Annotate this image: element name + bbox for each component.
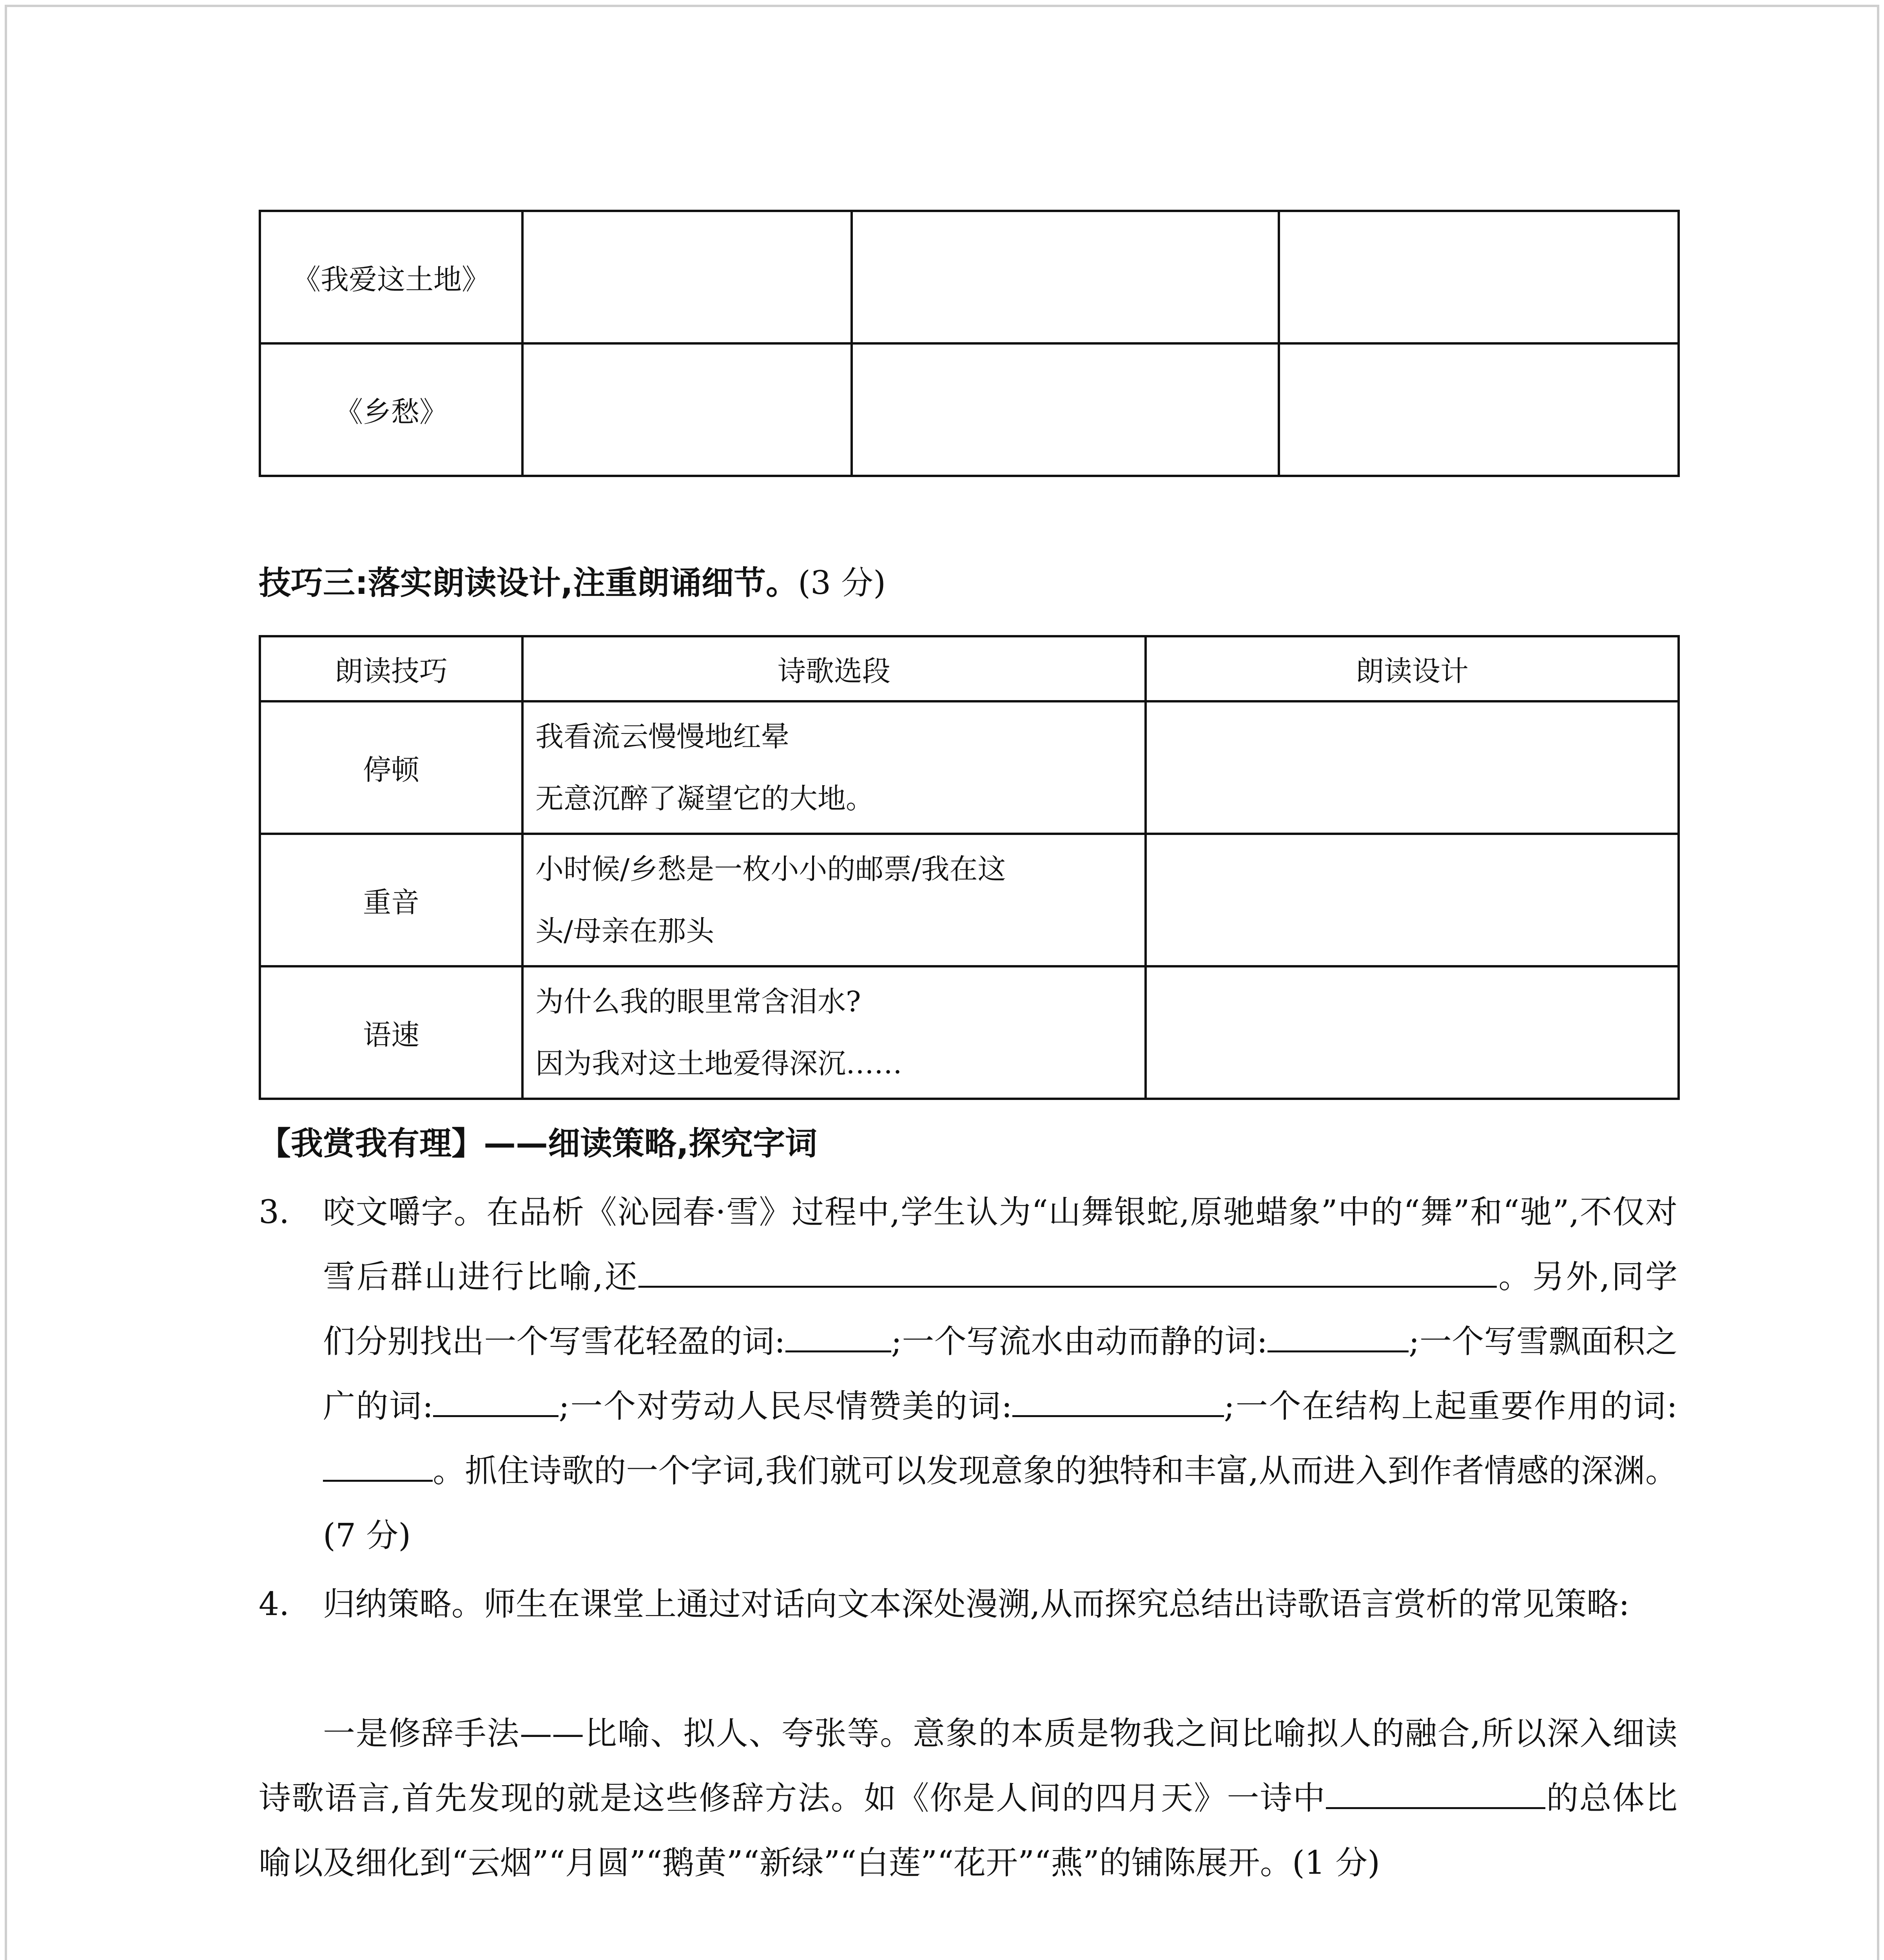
question-number: 4. [259,1586,290,1623]
skill-cell: 语速 [260,966,522,1099]
answer-blank[interactable] [638,1247,1497,1288]
answer-cell[interactable] [522,211,852,343]
question-4: 4. 归纳策略。师生在课堂上通过对话向文本深处漫溯,从而探究总结出诗歌语言赏析的常见策略: [259,1572,1677,1637]
design-answer-cell[interactable] [1146,701,1679,834]
table-row [260,211,1679,343]
poem-cell: 为什么我的眼里常含泪水? 因为我对这土地爱得深沉…… [522,966,1146,1099]
answer-cell[interactable] [1279,343,1679,476]
answer-cell[interactable] [1279,211,1679,343]
answer-blank[interactable] [323,1441,433,1482]
skill3-heading: 技巧三:落实朗读设计,注重朗诵细节。(3 分) [259,564,886,602]
table-row [260,701,1679,834]
table-row [260,834,1679,966]
comparison-table [259,210,1680,477]
column-header: 朗读设计 [1146,636,1679,701]
reading-design-table [259,635,1680,1100]
row-label: 《我爱这土地》 [260,211,522,343]
question-3: 3. 咬文嚼字。在品析《沁园春·雪》过程中,学生认为“山舞银蛇,原驰蜡象”中的“舞”和“驰”,不仅对雪后群山进行比喻,还 。另外,同学们分别找出一个写雪花轻盈的词: ;一个写流水由动而静的词: ;一个写雪飘面积之广的词: ;一个对劳动人民尽情赞美的词: ;一个在结构上起重要作用的词:。抓住诗歌的一个字词,我们就可以发现意象的独特和丰富,从而进入到作者情感的深渊。(7 分) [259,1180,1677,1568]
answer-cell[interactable] [852,211,1279,343]
row-label: 《乡愁》 [260,343,522,476]
answer-blank[interactable] [433,1376,558,1417]
table-row [260,343,1679,476]
question-number: 3. [259,1194,290,1231]
answer-blank[interactable] [785,1311,891,1352]
answer-blank[interactable] [1267,1311,1409,1352]
answer-cell[interactable] [522,343,852,476]
column-header: 朗读技巧 [260,636,522,701]
answer-blank[interactable] [1012,1376,1224,1417]
poem-cell: 我看流云慢慢地红晕 无意沉醉了凝望它的大地。 [522,701,1146,834]
table-header-row [260,636,1679,701]
design-answer-cell[interactable] [1146,966,1679,1099]
section-title: 【我赏我有理】——细读策略,探究字词 [259,1125,818,1162]
table-row [260,966,1679,1099]
poem-cell: 小时候/乡愁是一枚小小的邮票/我在这 头/母亲在那头 [522,834,1146,966]
answer-cell[interactable] [852,343,1279,476]
column-header: 诗歌选段 [522,636,1146,701]
strategy-1: 一是修辞手法——比喻、拟人、夸张等。意象的本质是物我之间比喻拟人的融合,所以深入细读诗歌语言,首先发现的就是这些修辞方法。如《你是人间的四月天》一诗中 的总体比喻以及细化到“云烟”“月圆”“鹅黄”“新绿”“白莲”“花开”“燕”的铺陈展开。(1 分) [259,1715,1677,1882]
design-answer-cell[interactable] [1146,834,1679,966]
skill-cell: 重音 [260,834,522,966]
skill-cell: 停顿 [260,701,522,834]
answer-blank[interactable] [1326,1768,1545,1809]
